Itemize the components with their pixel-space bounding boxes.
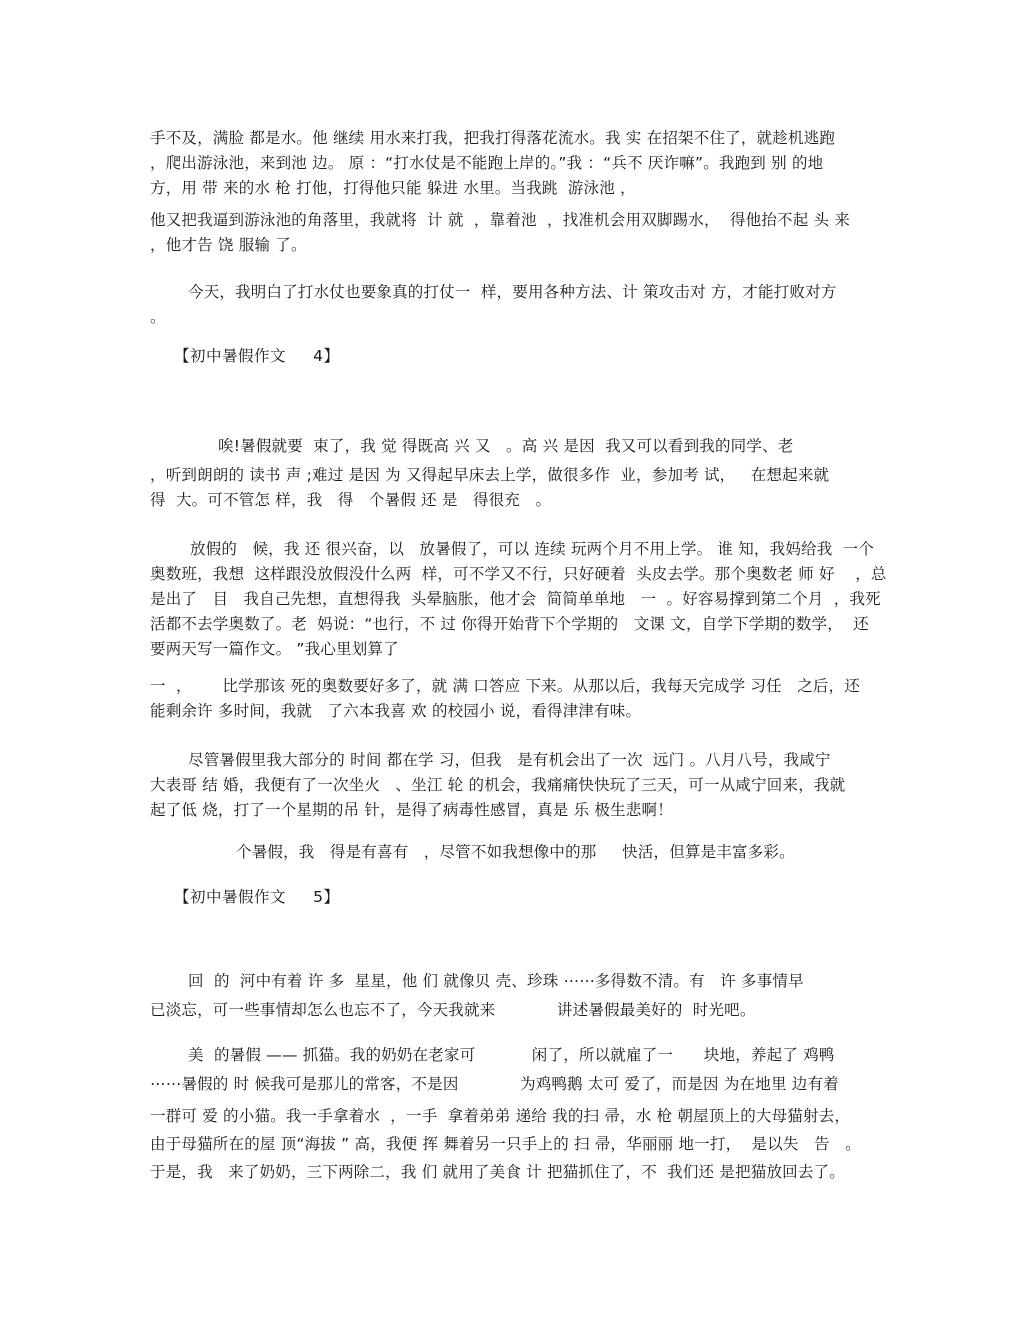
text-line: 唉!暑假就要 束了，我 觉 得既高 兴 又 。高 兴 是因 我又可以看到我的同学、老 bbox=[218, 437, 794, 455]
text-line: 。 bbox=[150, 308, 166, 326]
text-line: 回 的 河中有着 许 多 星星，他 们 就像贝 壳、珍珠 ⋯⋯多得数不清。有 许 多事情早 bbox=[188, 972, 804, 990]
text-line: ，他才告 饶 服输 了。 bbox=[150, 236, 307, 254]
text-line: 个暑假，我 得是有喜有 ，尽管不如我想像中的那 快活，但算是丰富多彩。 bbox=[236, 843, 795, 861]
text-line: 一群可 爱 的小猫。我一手拿着水 ，一手 拿着弟弟 递给 我的扫 帚，水 枪 朝屋顶上的大母猫射去， bbox=[150, 1107, 851, 1125]
text-line: 已淡忘，可一些事情却怎么也忘不了，今天我就来 讲述暑假最美好的 时光吧。 bbox=[150, 1001, 756, 1019]
text-line: ，听到朗朗的 读书 声 ;难过 是因 为 又得起早床去上学，做很多作 业，参加考 试， 在想起来就 bbox=[150, 466, 830, 484]
text-line: 美 的暑假 —— 抓猫。我的奶奶在老家可 闲了，所以就雇了一 块地，养起了 鸡鸭 bbox=[188, 1046, 835, 1064]
section-heading: 【初中暑假作文 5】 bbox=[174, 888, 340, 906]
text-line: ，爬出游泳池，来到池 边。 原 ：“打水仗是不能跑上岸的。”我 ：“兵不 厌诈嘛”。我跑到 别 的地 bbox=[150, 154, 824, 172]
text-line: 他又把我逼到游泳池的角落里，我就将 计 就 ，靠着池 ，找准机会用双脚踢水， 得他抬不起 头 来 bbox=[150, 211, 851, 229]
text-line: 奥数班，我想 这样跟没放假没什么两 样，可不学又不行，只好硬着 头皮去学。那个奥数老 师 好 ，总 bbox=[150, 565, 887, 583]
text-line: 起了低 烧，打了一个星期的吊 针，是得了病毒性感冒，真是 乐 极生悲啊！ bbox=[150, 801, 673, 819]
text-line: 得 大。可不管怎 样，我 得 个暑假 还 是 得很充 。 bbox=[150, 491, 552, 509]
text-line: 于是，我 来了奶奶，三下两除二，我 们 就用了美食 计 把猫抓住了，不 我们还 是把猫放回去了。 bbox=[150, 1163, 845, 1181]
text-line: 放假的 候，我 还 很兴奋，以 放暑假了，可以 连续 玩两个月不用上学。 谁 知，我妈给我 一个 bbox=[190, 540, 875, 558]
text-line: 今天，我明白了打水仗也要象真的打仗一 样，要用各种方法、计 策攻击对 方，才能打败对方 bbox=[188, 283, 837, 301]
text-line: 手不及，满脸 都是水。他 继续 用水来打我，把我打得落花流水。我 实 在招架不住了，就趁机逃跑 bbox=[150, 129, 836, 147]
text-line: 要两天写一篇作文。 ”我心里划算了 bbox=[150, 640, 399, 658]
text-line: 能剩余许 多时间，我就 了六本我喜 欢 的校园小 说，看得津津有味。 bbox=[150, 702, 642, 720]
text-line: 活都不去学奥数了。老 妈说：“也行，不 过 你得开始背下个学期的 文课 文，自学下学期的数学， 还 bbox=[150, 615, 869, 633]
text-line: 方，用 带 来的水 枪 打他，打得他只能 躲进 水里。当我跳 游泳池 ， bbox=[150, 179, 636, 197]
text-line: 由于母猫所在的屋 顶“海拔 ” 高，我便 挥 舞着另一只手上的 扫 帚，华丽丽 地一打， 是以失 告 。 bbox=[150, 1135, 861, 1153]
text-line: 一 ， 比学那该 死的奥数要好多了，就 满 口答应 下来。从那以后，我每天完成学 习任 之后，还 bbox=[150, 677, 861, 695]
text-line: 尽管暑假里我大部分的 时间 都在学 习，但我 是有机会出了一次 远门 。八月八号，我咸宁 bbox=[188, 751, 831, 769]
text-line: 是出了 目 我自己先想，直想得我 头晕脑胀，他才会 简简单单地 一 。好容易撑到第二个月 ，我死 bbox=[150, 590, 881, 608]
text-line: 大表哥 结 婚，我便有了一次坐火 、坐江 轮 的机会，我痛痛快快玩了三天，可一从咸宁回来，我就 bbox=[150, 776, 846, 794]
section-heading: 【初中暑假作文 4】 bbox=[174, 347, 340, 365]
text-line: ⋯⋯暑假的 时 候我可是那儿的常客，不是因 为鸡鸭鹅 太可 爱了，而是因 为在地里 边有着 bbox=[150, 1075, 839, 1093]
